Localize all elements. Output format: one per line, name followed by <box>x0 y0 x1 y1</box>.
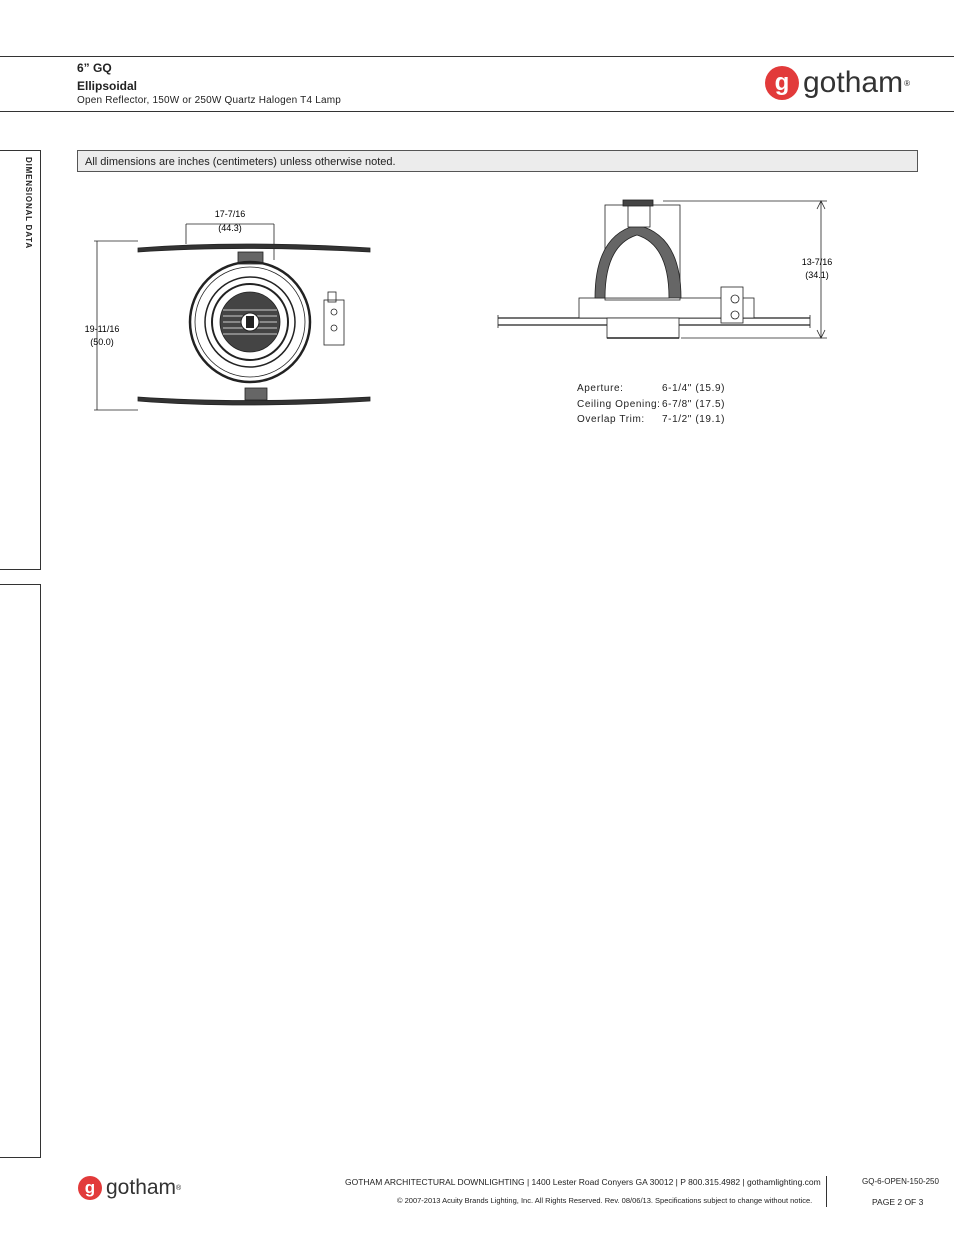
side-height-cm: (34.1) <box>805 270 829 280</box>
registered-mark: ® <box>904 78 910 88</box>
header-bottom-rule <box>0 111 954 112</box>
plan-width-in: 17-7/16 <box>214 209 246 219</box>
side-height-in: 13-7/16 <box>801 257 833 267</box>
spec-row-overlap-trim <box>577 414 725 430</box>
product-title: 6” GQ <box>77 61 112 75</box>
logo-wordmark: gotham <box>803 66 904 99</box>
footer-registered-mark: ® <box>176 1184 182 1192</box>
side-tab-empty <box>0 584 41 1158</box>
side-view-drawing <box>495 195 835 345</box>
plan-height-in: 19-11/16 <box>84 324 120 334</box>
side-tab-dimensional <box>0 150 41 570</box>
footer-logo-g-icon: g <box>78 1176 102 1200</box>
spec-value: 6-7/8" (17.5) <box>662 398 726 410</box>
plan-height-cm: (50.0) <box>90 337 114 347</box>
footer-address: GOTHAM ARCHITECTURAL DOWNLIGHTING | 1400 Lester Road Conyers GA 30012 | P 800.315.4982 | gothamlighting.com <box>345 1177 821 1187</box>
plan-width-cm: (44.3) <box>218 223 242 233</box>
header-top-rule <box>0 56 954 57</box>
page-number: PAGE 2 OF 3 <box>872 1197 924 1207</box>
spec-value: 6-1/4" (15.9) <box>662 383 726 394</box>
spec-row-aperture <box>577 383 725 399</box>
gotham-logo <box>765 66 910 100</box>
spec-label: Ceiling Opening: <box>577 398 661 410</box>
side-tab-label: DIMENSIONAL DATA <box>24 157 33 249</box>
model-title: Ellipsoidal <box>77 79 138 93</box>
footer-logo-wordmark: gotham <box>106 1176 177 1199</box>
logo-g-icon: g <box>765 66 799 100</box>
spec-row-ceiling-opening <box>577 399 725 415</box>
document-code: GQ-6-OPEN-150-250 <box>862 1177 939 1186</box>
spec-table <box>577 383 725 430</box>
spec-value: 7-1/2" (19.1) <box>662 414 726 425</box>
dimensions-note: All dimensions are inches (centimeters) unless otherwise noted. <box>77 150 918 172</box>
footer-separator <box>826 1176 827 1207</box>
spec-label: Overlap Trim: <box>577 414 645 425</box>
footer-copyright: © 2007-2013 Acuity Brands Lighting, Inc. All Rights Reserved. Rev. 08/06/13. Specifications subject to change without notice. <box>397 1196 813 1205</box>
product-description: Open Reflector, 150W or 250W Quartz Halogen T4 Lamp <box>77 95 342 106</box>
plan-view-drawing <box>80 200 380 415</box>
footer-gotham-logo <box>78 1176 181 1200</box>
spec-label: Aperture: <box>577 383 624 394</box>
